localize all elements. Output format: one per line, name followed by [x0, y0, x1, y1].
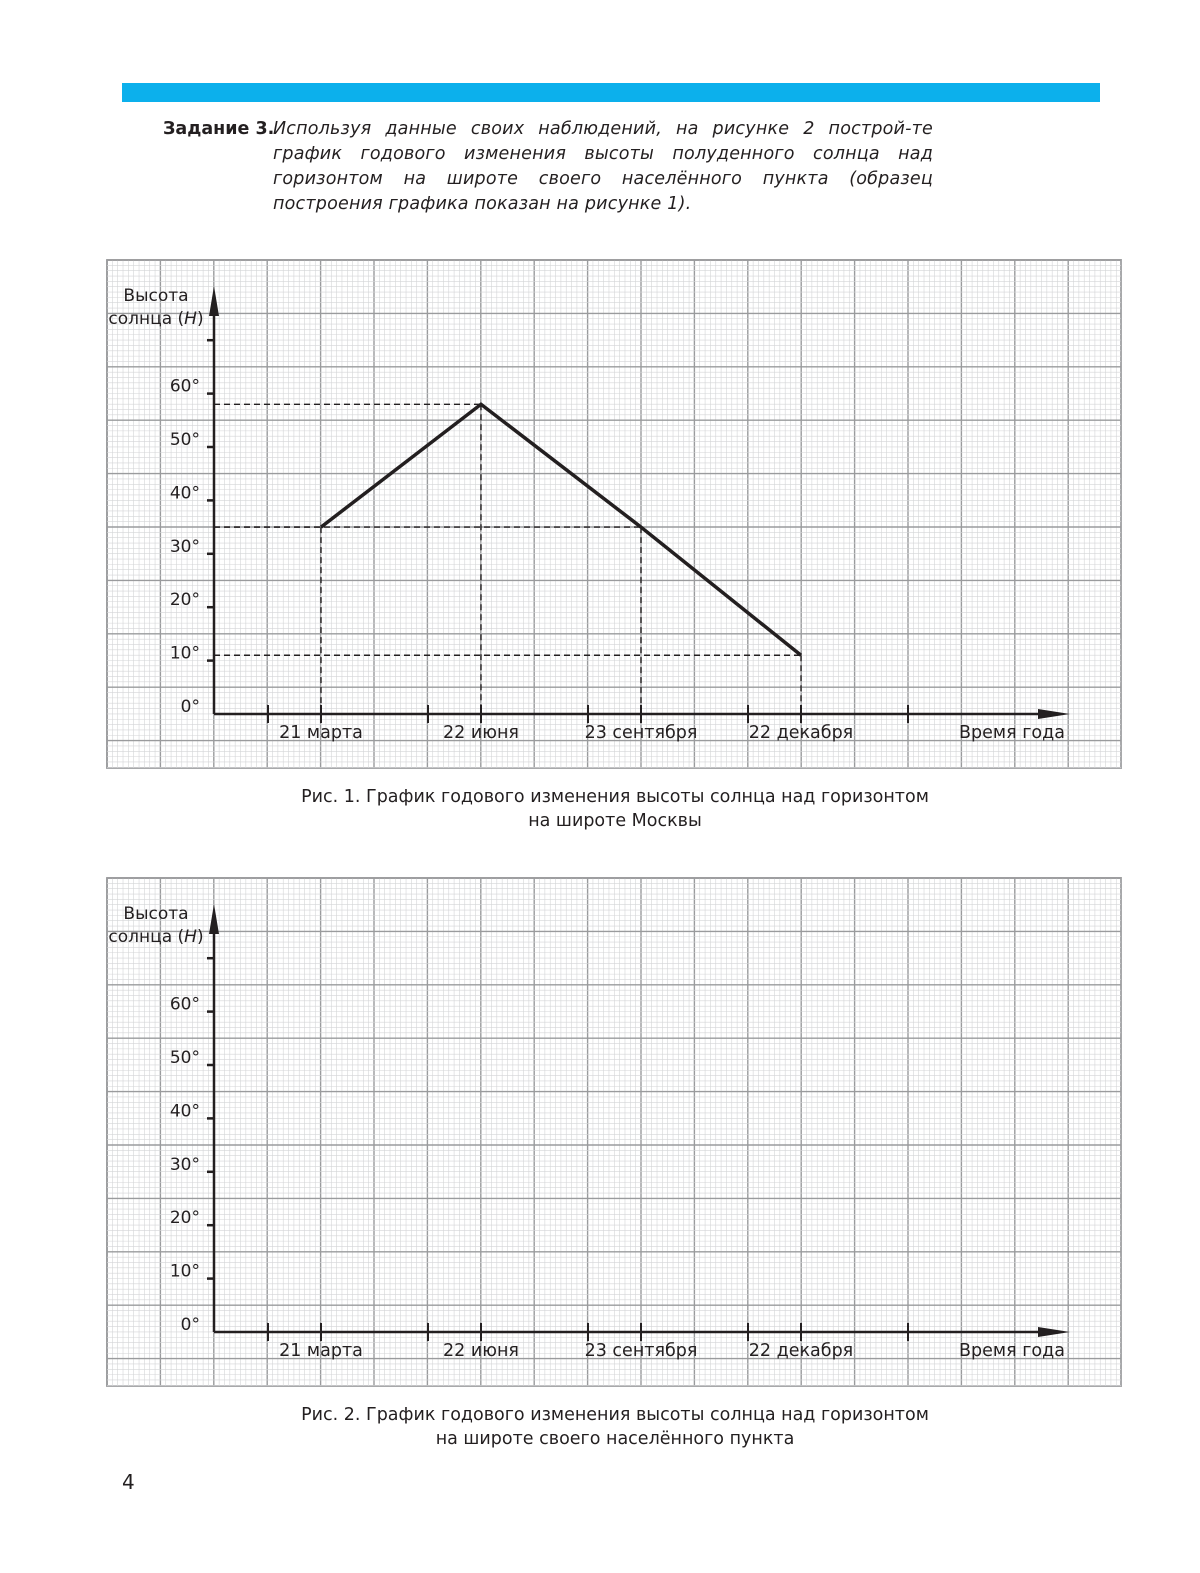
x-tick-label: 22 июня — [443, 723, 519, 743]
task-label: Задание 3. — [163, 119, 275, 139]
y-tick-label: 60° — [169, 994, 200, 1015]
y-tick-label: 50° — [169, 430, 200, 450]
x-tick-label: 22 декабря — [748, 723, 854, 743]
y-tick-label: 0° — [180, 1315, 200, 1335]
figure-2-caption — [200, 1403, 1030, 1451]
y-axis-title-symbol: H — [184, 309, 197, 329]
y-tick-label: 50° — [169, 1048, 200, 1068]
figure-1-caption-line2: на широте Москвы — [528, 811, 702, 831]
figure-1-caption — [200, 785, 1030, 833]
y-axis-title-line2 — [108, 927, 203, 947]
y-axis-title-line1: Высота — [123, 286, 189, 306]
x-axis-title: Время года — [959, 1341, 1065, 1361]
x-tick-label: 23 сентября — [584, 723, 698, 743]
y-axis-title-suffix: ) — [196, 309, 204, 329]
chart-figure-1 — [0, 250, 1200, 775]
y-axis-title-suffix: ) — [196, 927, 204, 947]
y-axis-title-line1: Высота — [123, 904, 189, 924]
x-tick-label: 21 марта — [279, 723, 363, 743]
x-axis-title: Время года — [959, 723, 1065, 743]
y-axis-title-line2 — [108, 309, 203, 329]
x-tick-label: 22 декабря — [748, 1341, 854, 1361]
y-axis-title-symbol: H — [184, 927, 197, 947]
y-tick-label: 20° — [169, 1208, 200, 1229]
figure-2-caption-line1: Рис. 2. График годового изменения высоты солнца над горизонтом — [301, 1405, 929, 1425]
task-block — [163, 117, 933, 217]
y-tick-label: 20° — [169, 590, 200, 611]
chart-figure-2 — [0, 868, 1200, 1393]
y-tick-label: 10° — [169, 1261, 200, 1282]
task-text: Используя данные своих наблюдений, на рисунке 2 построй-те график годового изменения высоты полуденного солнца над горизонтом на широте своего населённого пункта (образец построения графика показан на рисунке 1). — [273, 119, 933, 214]
y-tick-label: 40° — [169, 483, 200, 504]
x-tick-label: 23 сентября — [584, 1341, 698, 1361]
y-tick-label: 0° — [180, 697, 200, 717]
y-axis-title-prefix: солнца ( — [108, 927, 185, 947]
top-accent-bar — [122, 83, 1100, 102]
y-tick-label: 60° — [169, 376, 200, 397]
figure-2-caption-line2: на широте своего населённого пункта — [435, 1429, 795, 1449]
figure-1-caption-line1: Рис. 1. График годового изменения высоты солнца над горизонтом — [301, 787, 929, 807]
graph-paper-grid — [107, 260, 1121, 768]
y-tick-label: 10° — [169, 643, 200, 664]
y-tick-label: 30° — [169, 1154, 200, 1175]
y-axis-title-prefix: солнца ( — [108, 309, 185, 329]
y-tick-label: 40° — [169, 1101, 200, 1122]
y-tick-label: 30° — [169, 536, 200, 557]
x-tick-label: 22 июня — [443, 1341, 519, 1361]
page-number: 4 — [122, 1470, 135, 1494]
graph-paper-grid — [107, 878, 1121, 1386]
x-tick-label: 21 марта — [279, 1341, 363, 1361]
